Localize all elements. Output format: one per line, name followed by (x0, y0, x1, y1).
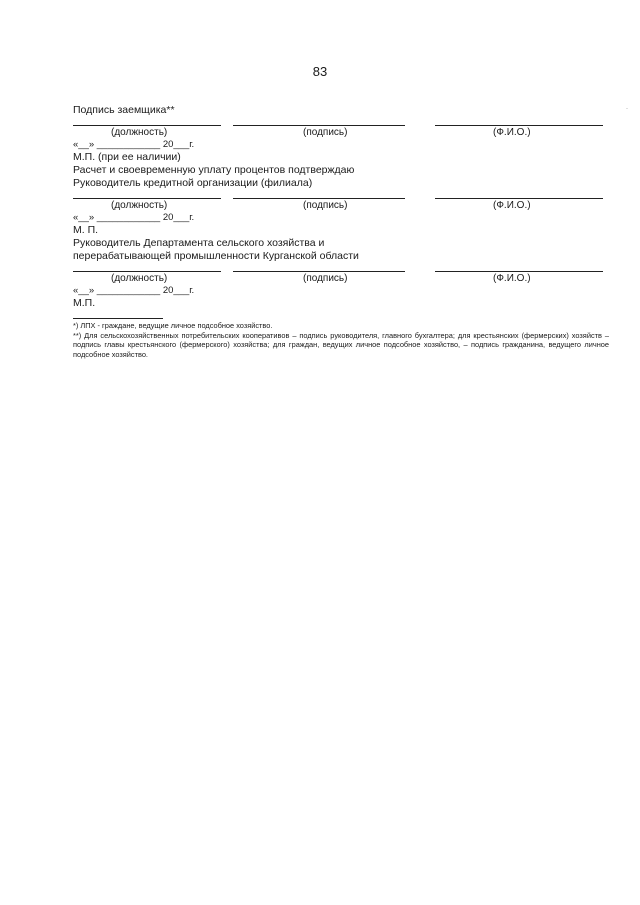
date-line: «__» ____________ 20___г. (73, 212, 195, 223)
borrower-signature-block (73, 104, 609, 164)
position-label: (должность) (111, 127, 168, 138)
signature-label: (подпись) (303, 273, 348, 284)
credit-org-signature-block (73, 164, 609, 237)
signature-labels (73, 127, 609, 139)
date-line: «__» ____________ 20___г. (73, 285, 195, 296)
department-signature-block (73, 237, 609, 310)
position-rule (73, 271, 221, 272)
position-label: (должность) (111, 200, 168, 211)
block-title: Подпись заемщика** (73, 104, 175, 116)
position-rule (73, 125, 221, 126)
block-title-line-1: Руководитель Департамента сельского хозяйства и (73, 237, 325, 249)
signature-rule (233, 198, 405, 199)
footnote-1: *) ЛПХ - граждане, ведущие личное подсобное хозяйство. (73, 321, 273, 330)
date-line: «__» ____________ 20___г. (73, 139, 195, 150)
page-number: 83 (312, 64, 328, 79)
seal-label: М.П. (при ее наличии) (73, 151, 181, 163)
name-rule (435, 271, 603, 272)
signature-labels (73, 273, 609, 285)
block-title-line-1: Расчет и своевременную уплату процентов подтверждаю (73, 164, 355, 176)
signature-rule (233, 125, 405, 126)
position-rule (73, 198, 221, 199)
signature-rule (233, 271, 405, 272)
signature-label: (подпись) (303, 200, 348, 211)
block-title-line-2: перерабатывающей промышленности Курганской области (73, 250, 359, 262)
signature-rules (73, 190, 609, 200)
name-rule (435, 198, 603, 199)
seal-label: М. П. (73, 224, 99, 236)
name-label: (Ф.И.О.) (493, 127, 531, 138)
signature-rules (73, 263, 609, 273)
position-label: (должность) (111, 273, 168, 284)
document-body (73, 104, 609, 359)
name-label: (Ф.И.О.) (493, 273, 531, 284)
name-rule (435, 125, 603, 126)
footnote-divider (73, 318, 163, 319)
signature-rules (73, 117, 609, 127)
signature-label: (подпись) (303, 127, 348, 138)
seal-label: М.П. (73, 297, 96, 309)
footnote-2: **) Для сельскохозяйственных потребительских кооперативов – подпись руководителя, главного бухгалтера; для крестьянских (фермерских) хозяйств – подпись главы крестьянского (фермерского) хозяйства; для граждан, ведущих личное подсобное хозяйство, – подпись гражданина, ведущего личное подсобное хозяйство. (73, 330, 609, 359)
scan-speck: · (626, 106, 628, 112)
block-title-line-2: Руководитель кредитной организации (филиала) (73, 177, 313, 189)
signature-labels (73, 200, 609, 212)
name-label: (Ф.И.О.) (493, 200, 531, 211)
